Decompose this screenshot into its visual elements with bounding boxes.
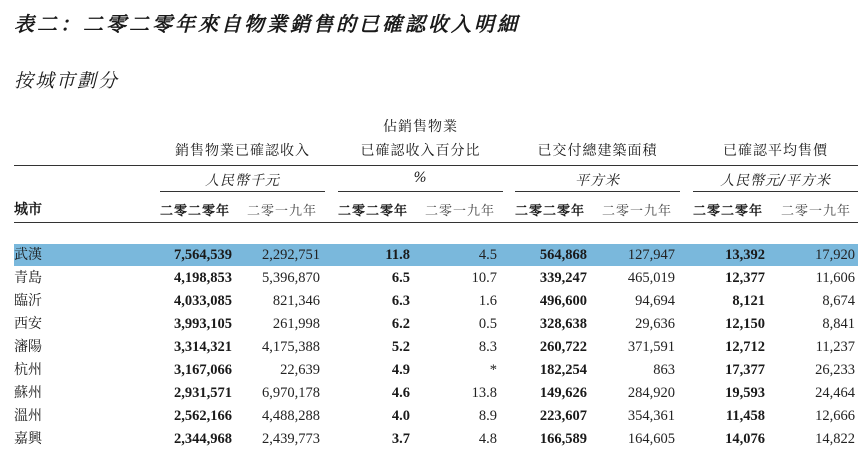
percentage-2019: 10.7: [471, 270, 497, 286]
percentage-2020: 11.8: [385, 247, 410, 263]
gfa-2019: 863: [653, 362, 675, 378]
percentage-2020: 6.3: [391, 293, 410, 309]
unit-percentage: %: [413, 170, 428, 186]
table-subtitle: 按城市劃分: [14, 70, 120, 92]
gfa-2020: 166,589: [539, 431, 587, 447]
table-row: [0, 405, 865, 427]
unit-rule-percentage: [338, 191, 503, 192]
city-name: 蘇州: [14, 385, 42, 401]
asp-2020: 13,392: [725, 247, 765, 263]
gfa-2020: 182,254: [539, 362, 587, 378]
asp-2019: 11,606: [815, 270, 855, 286]
percentage-2019: 1.6: [478, 293, 497, 309]
header-asp: 已確認平均售價: [723, 143, 828, 159]
gfa-2020: 149,626: [539, 385, 587, 401]
asp-2020: 12,712: [725, 339, 765, 355]
percentage-2020: 5.2: [391, 339, 410, 355]
header-bottom-rule: [14, 222, 858, 223]
percentage-2019: 8.3: [478, 339, 497, 355]
gfa-2020: 339,247: [539, 270, 587, 286]
gfa-2020: 564,868: [539, 247, 587, 263]
asp-2020: 12,150: [725, 316, 765, 332]
percentage-2020: 4.9: [391, 362, 410, 378]
asp-2019: 12,666: [815, 408, 855, 424]
unit-rule-asp: [693, 191, 858, 192]
asp-2019: 11,237: [815, 339, 855, 355]
revenue-2020: 3,314,321: [174, 339, 232, 355]
header-top-rule: [14, 165, 858, 166]
revenue-2019: 4,488,288: [262, 408, 320, 424]
asp-2019: 8,841: [822, 316, 855, 332]
percentage-2020: 4.6: [391, 385, 410, 401]
gfa-2019: 94,694: [635, 293, 675, 309]
year-header-previous: 二零一九年: [246, 204, 317, 219]
table-row: [0, 428, 865, 450]
revenue-2020: 4,198,853: [174, 270, 232, 286]
city-name: 青島: [14, 270, 42, 286]
header-percentage-line1: 佔銷售物業: [383, 119, 458, 135]
revenue-2019: 22,639: [280, 362, 320, 378]
revenue-2020: 4,033,085: [174, 293, 232, 309]
gfa-2019: 354,361: [627, 408, 675, 424]
percentage-2020: 6.5: [391, 270, 410, 286]
table-row: [0, 336, 865, 358]
city-name: 瀋陽: [14, 339, 42, 355]
revenue-2020: 2,931,571: [174, 385, 232, 401]
city-name: 西安: [14, 316, 42, 332]
asp-2020: 11,458: [725, 408, 765, 424]
header-percentage-line2: 已確認收入百分比: [360, 143, 481, 159]
year-header-current: 二零二零年: [692, 204, 763, 219]
gfa-2019: 465,019: [627, 270, 675, 286]
table-row: [0, 290, 865, 312]
gfa-2019: 29,636: [635, 316, 675, 332]
asp-2020: 19,593: [725, 385, 765, 401]
revenue-2020: 7,564,539: [174, 247, 232, 263]
gfa-2020: 328,638: [539, 316, 587, 332]
gfa-2020: 496,600: [539, 293, 587, 309]
unit-rule-revenue: [160, 191, 325, 192]
year-header-current: 二零二零年: [514, 204, 585, 219]
asp-2020: 8,121: [732, 293, 765, 309]
revenue-2020: 2,344,968: [174, 431, 232, 447]
year-header-previous: 二零一九年: [601, 204, 672, 219]
revenue-2019: 2,292,751: [262, 247, 320, 263]
asp-2019: 17,920: [815, 247, 855, 263]
table-row: [0, 244, 865, 266]
year-header-current: 二零二零年: [337, 204, 408, 219]
city-name: 臨沂: [14, 293, 42, 309]
revenue-2019: 5,396,870: [262, 270, 320, 286]
asp-2019: 14,822: [815, 431, 855, 447]
unit-gfa: 平方米: [575, 173, 620, 189]
asp-2020: 14,076: [725, 431, 765, 447]
asp-2019: 24,464: [815, 385, 855, 401]
percentage-2020: 4.0: [391, 408, 410, 424]
header-gfa: 已交付總建築面積: [537, 143, 658, 159]
table-title: 表二：二零二零年來自物業銷售的已確認收入明細: [14, 12, 520, 36]
city-name: 嘉興: [14, 431, 42, 447]
gfa-2019: 164,605: [627, 431, 675, 447]
city-name: 溫州: [14, 408, 42, 424]
table-row: [0, 382, 865, 404]
gfa-2020: 260,722: [539, 339, 587, 355]
header-revenue: 銷售物業已確認收入: [175, 143, 310, 159]
revenue-2020: 3,167,066: [174, 362, 232, 378]
table-row: [0, 359, 865, 381]
percentage-2020: 3.7: [391, 431, 410, 447]
revenue-2019: 261,998: [272, 316, 320, 332]
gfa-2019: 127,947: [627, 247, 675, 263]
table-row: [0, 313, 865, 335]
revenue-2019: 2,439,773: [262, 431, 320, 447]
gfa-2020: 223,607: [539, 408, 587, 424]
percentage-2019: 8.9: [478, 408, 497, 424]
revenue-2020: 3,993,105: [174, 316, 232, 332]
percentage-2019: 4.5: [478, 247, 497, 263]
gfa-2019: 371,591: [627, 339, 675, 355]
asp-2020: 17,377: [725, 362, 765, 378]
percentage-2020: 6.2: [391, 316, 410, 332]
revenue-2019: 6,970,178: [262, 385, 320, 401]
revenue-2020: 2,562,166: [174, 408, 232, 424]
revenue-2019: 4,175,388: [262, 339, 320, 355]
percentage-2019: 0.5: [478, 316, 497, 332]
year-header-previous: 二零一九年: [424, 204, 495, 219]
city-name: 武漢: [14, 247, 42, 263]
unit-rule-gfa: [515, 191, 680, 192]
table-row: [0, 267, 865, 289]
percentage-2019: 4.8: [478, 431, 497, 447]
asp-2019: 26,233: [815, 362, 855, 378]
revenue-2019: 821,346: [272, 293, 320, 309]
city-header: 城市: [14, 202, 42, 218]
percentage-2019: *: [489, 362, 497, 378]
unit-asp: 人民幣元/平方米: [720, 173, 831, 189]
asp-2020: 12,377: [725, 270, 765, 286]
gfa-2019: 284,920: [627, 385, 675, 401]
city-name: 杭州: [14, 362, 42, 378]
percentage-2019: 13.8: [471, 385, 497, 401]
year-header-current: 二零二零年: [159, 204, 230, 219]
year-header-previous: 二零一九年: [780, 204, 851, 219]
asp-2019: 8,674: [822, 293, 855, 309]
unit-revenue: 人民幣千元: [205, 173, 280, 189]
